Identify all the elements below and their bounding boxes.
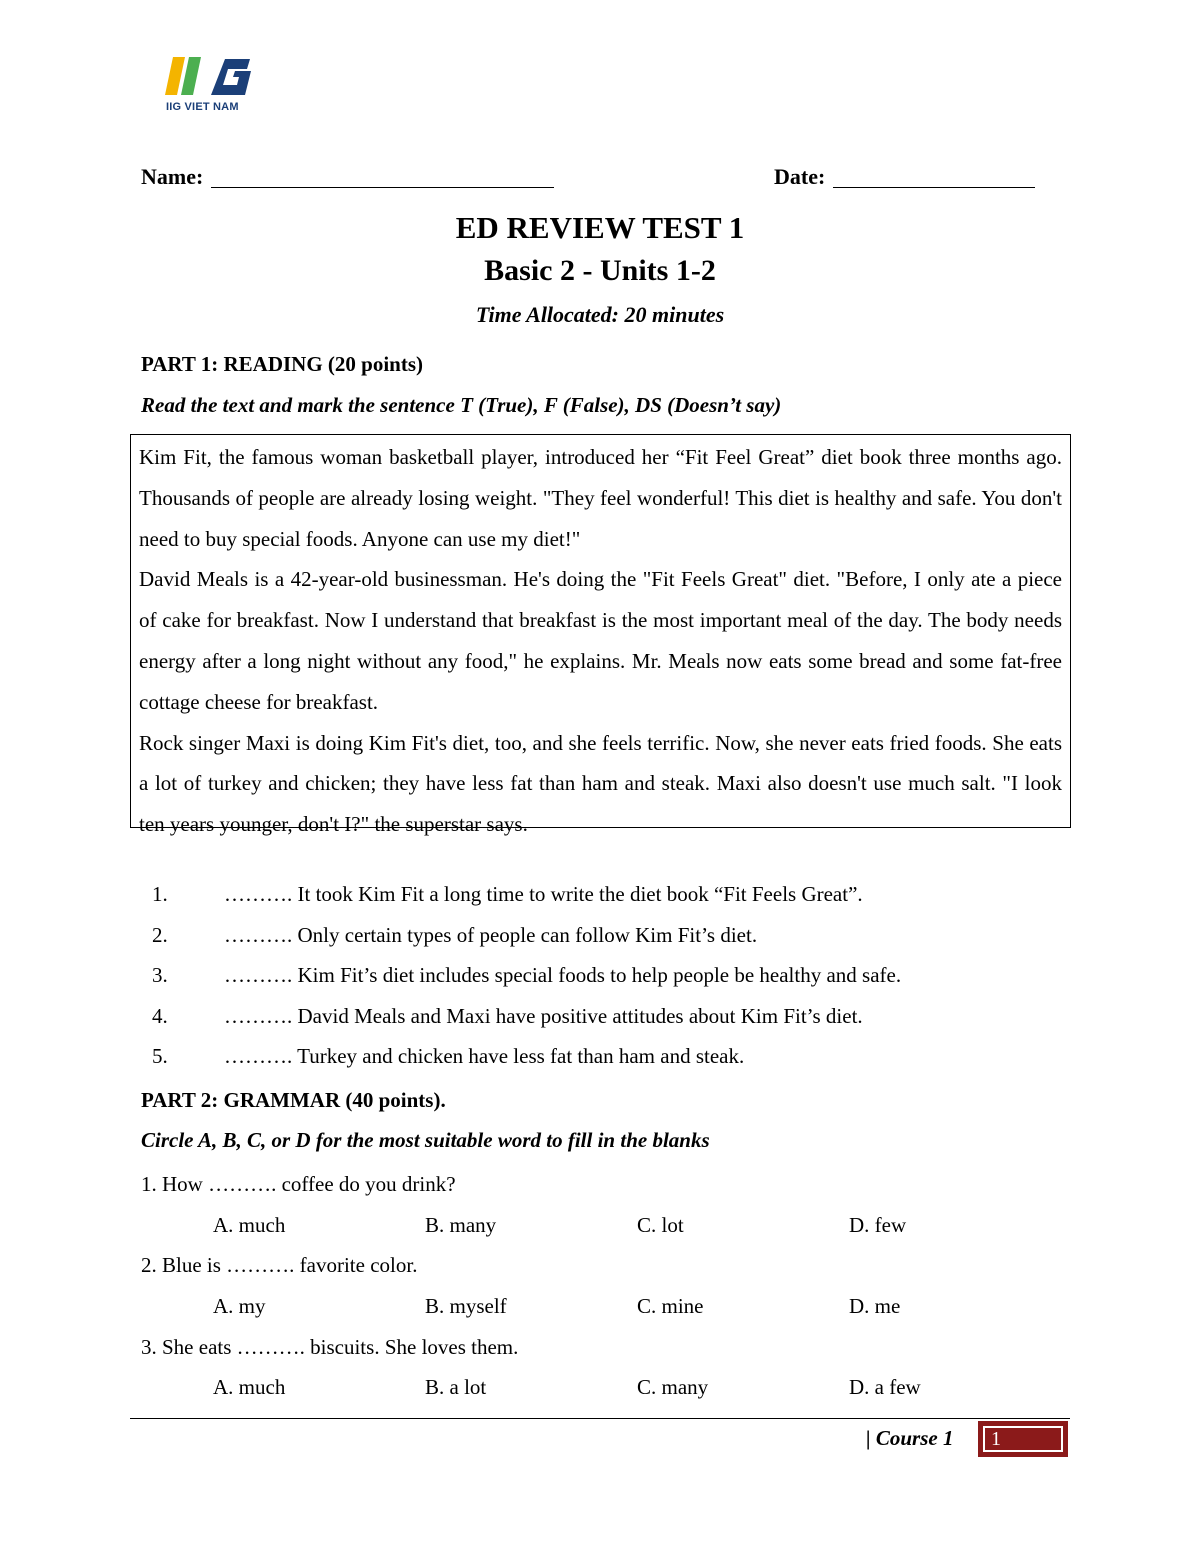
- option-b[interactable]: B. a lot: [425, 1375, 487, 1400]
- date-label: Date:: [774, 164, 826, 189]
- part1-heading: PART 1: READING (20 points): [141, 352, 424, 376]
- part2-instruction: Circle A, B, C, or D for the most suitable word to fill in the blanks: [141, 1128, 710, 1152]
- date-blank[interactable]: [833, 165, 1035, 188]
- question-text: ………. Only certain types of people can follow Kim Fit’s diet.: [224, 922, 758, 947]
- option-c[interactable]: C. lot: [637, 1212, 684, 1237]
- option-a[interactable]: A. my: [213, 1294, 266, 1319]
- option-a[interactable]: A. much: [213, 1375, 286, 1400]
- question-number: 1.: [152, 882, 168, 906]
- reading-questions: [141, 882, 1101, 1085]
- question-text: ………. It took Kim Fit a long time to write the diet book “Fit Feels Great”.: [224, 882, 863, 906]
- option-c[interactable]: C. mine: [637, 1294, 704, 1319]
- question-text: ………. David Meals and Maxi have positive attitudes about Kim Fit’s diet.: [224, 1003, 863, 1028]
- passage-paragraph: Rock singer Maxi is doing Kim Fit's diet, too, and she feels terrific. Now, she never eats fried foods. She eats a lot of turkey and chicken; they have less fat than ham and steak. Maxi also doesn't use much salt. "I look ten years younger, don't I?" the superstar says.: [139, 730, 1062, 837]
- option-c[interactable]: C. many: [637, 1375, 709, 1400]
- option-d[interactable]: D. a few: [849, 1375, 921, 1400]
- part2-heading: PART 2: GRAMMAR (40 points).: [141, 1088, 446, 1112]
- test-title: ED REVIEW TEST 1: [455, 210, 745, 245]
- answer-options: [141, 1213, 1101, 1254]
- grammar-question: 3. She eats ………. biscuits. She loves them.: [141, 1334, 519, 1359]
- page-number-box: [978, 1421, 1068, 1457]
- logo-caption: IIG VIET NAM: [166, 101, 239, 113]
- option-b[interactable]: B. many: [425, 1212, 497, 1237]
- answer-options: [141, 1375, 1101, 1416]
- answer-options: [141, 1294, 1101, 1335]
- reading-question: [141, 1004, 1101, 1045]
- grammar-question: 1. How ………. coffee do you drink?: [141, 1172, 456, 1196]
- reading-question: [141, 882, 1101, 923]
- question-number: 4.: [152, 1003, 168, 1028]
- reading-question: [141, 1044, 1101, 1085]
- reading-question: [141, 923, 1101, 964]
- name-label: Name:: [141, 164, 204, 189]
- footer-course: | Course 1: [866, 1426, 954, 1450]
- grammar-questions: [141, 1172, 1101, 1416]
- option-a[interactable]: A. much: [213, 1212, 286, 1237]
- grammar-question: 2. Blue is ………. favorite color.: [141, 1253, 418, 1278]
- reading-question: [141, 963, 1101, 1004]
- footer-divider: [130, 1418, 1070, 1419]
- test-subtitle: Basic 2 - Units 1-2: [484, 254, 716, 287]
- reading-passage: [130, 434, 1071, 837]
- date-field[interactable]: [774, 164, 1035, 190]
- part1-instruction: Read the text and mark the sentence T (True), F (False), DS (Doesn’t say): [141, 393, 782, 417]
- name-field[interactable]: [141, 164, 554, 190]
- passage-paragraph: David Meals is a 42-year-old businessman. He's doing the "Fit Feels Great" diet. "Before, I only ate a piece of cake for breakfast. Now I understand that breakfast is the most important meal of the day. The body needs energy after a long night without any food," he explains. Mr. Meals now eats some bread and some fat-free cottage cheese for breakfast.: [139, 567, 1062, 714]
- option-d[interactable]: D. me: [849, 1294, 901, 1319]
- option-b[interactable]: B. myself: [425, 1294, 507, 1319]
- time-allocated: Time Allocated: 20 minutes: [475, 302, 725, 327]
- option-d[interactable]: D. few: [849, 1212, 907, 1237]
- passage-paragraph: Kim Fit, the famous woman basketball player, introduced her “Fit Feel Great” diet book three months ago. Thousands of people are already losing weight. "They feel wonderful! This diet is healthy and safe. You don't need to buy special foods. Anyone can use my diet!": [139, 445, 1062, 551]
- page-number: 1: [983, 1426, 1063, 1452]
- question-number: 2.: [152, 922, 168, 947]
- question-number: 5.: [152, 1044, 168, 1069]
- question-number: 3.: [152, 963, 168, 988]
- question-text: ………. Kim Fit’s diet includes special foods to help people be healthy and safe.: [224, 963, 902, 988]
- name-blank[interactable]: [211, 165, 554, 188]
- question-text: ………. Turkey and chicken have less fat than ham and steak.: [224, 1044, 745, 1069]
